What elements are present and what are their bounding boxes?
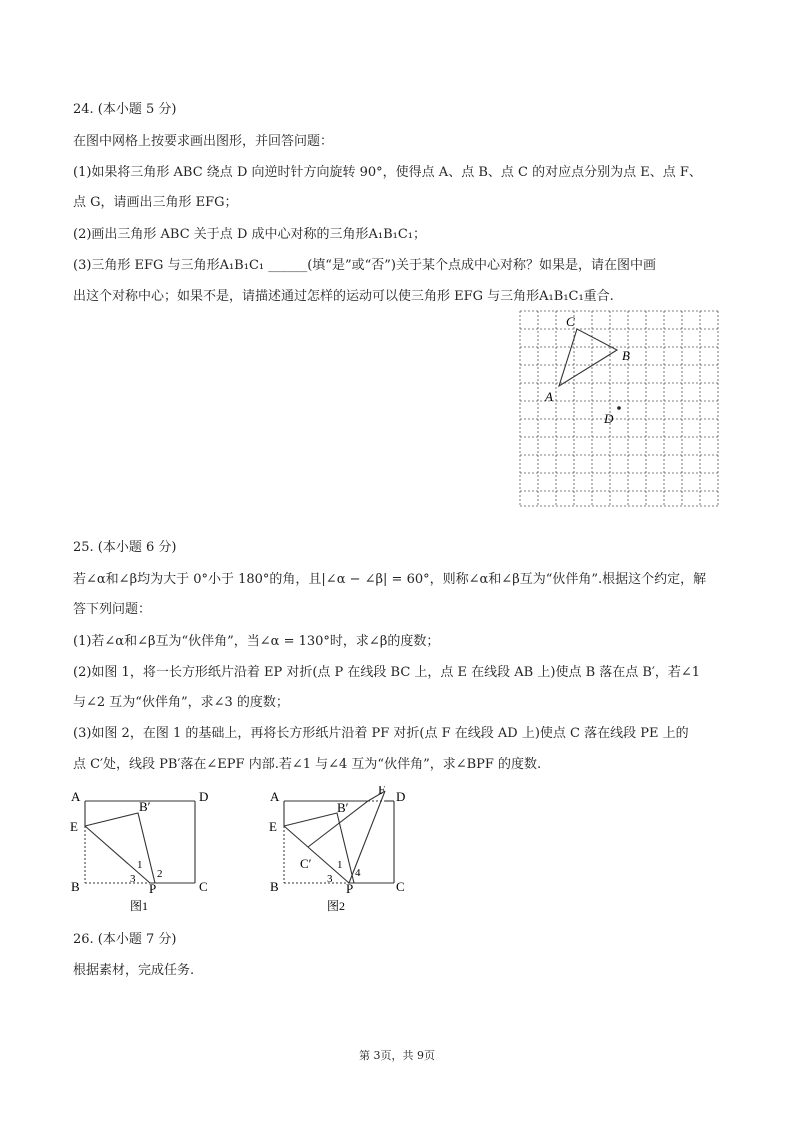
triangle-abc (559, 329, 617, 386)
q25-part2-line1: (2)如图 1，将一长方形纸片沿着 EP 对折(点 P 在线段 BC 上，点 E 在线段 AB 上)使点 B 落在点 B′，若∠1 (73, 665, 701, 680)
fig1-label-p: P (149, 881, 157, 896)
label-a: A (545, 389, 553, 404)
q24-intro: 在图中网格上按要求画出图形，并回答问题： (73, 134, 334, 149)
fig2-label-c-prime: C′ (300, 856, 312, 871)
q25-definition-line2: 答下列问题： (73, 602, 152, 617)
q25-part3-line2: 点 C′处，线段 PB′落在∠EPF 内部.若∠1 与∠4 互为“伙伴角”，求∠BPF 的度数. (73, 757, 542, 772)
fig1-label-b-prime: B′ (139, 799, 151, 814)
q25-figure2 (265, 786, 425, 916)
q25-figure1 (66, 786, 216, 916)
q25-definition-line1: 若∠α和∠β均为大于 0°小于 180°的角，且|∠α − ∠β| = 60°，则称∠α和∠β互为“伙伴角”.根据这个约定，解 (73, 572, 707, 587)
label-b: B (622, 348, 630, 363)
fig2-label-d: D (396, 789, 406, 804)
q26-intro: 根据素材，完成任务. (73, 963, 195, 978)
fig2-label-f: F (378, 786, 386, 797)
fig2-label-b: B (270, 879, 279, 894)
fig2-label-b-prime: B′ (337, 800, 349, 815)
fig2-label-e: E (269, 819, 277, 834)
fig2-label-c: C (396, 879, 405, 894)
fig1-angle-2: 2 (157, 868, 163, 880)
q25-part1: (1)若∠α和∠β互为“伙伴角”，当∠α = 130°时，求∠β的度数； (73, 634, 440, 649)
fig1-caption: 图1 (130, 899, 149, 913)
q24-header: 24. (本小题 5 分) (73, 102, 177, 117)
fig1-label-d: D (199, 789, 209, 804)
q25-part2-line2: 与∠2 互为“伙伴角”，求∠3 的度数； (73, 695, 289, 710)
q24-part3-line2: 出这个对称中心；如果不是，请描述通过怎样的运动可以使三角形 EFG 与三角形A₁B₁C₁重合. (73, 289, 614, 304)
fig2-angle-4: 4 (355, 867, 361, 879)
q24-grid-figure (515, 306, 723, 510)
q24-part3-line1: (3)三角形 EFG 与三角形A₁B₁C₁ ______(填“是”或“否”)关于某个点成中心对称？如果是，请在图中画 (73, 258, 656, 273)
fig1-angle-1: 1 (137, 859, 143, 871)
label-d: D (604, 411, 614, 426)
fig2-angle-3: 3 (327, 873, 333, 885)
fig2-caption: 图2 (327, 899, 346, 913)
point-d (617, 406, 621, 410)
fig2-label-p: P (346, 881, 354, 896)
q24-part1-line1: (1)如果将三角形 ABC 绕点 D 向逆时针方向旋转 90°，使得点 A、点 B、点 C 的对应点分别为点 E、点 F、 (73, 165, 702, 180)
fig2-label-a: A (270, 789, 280, 804)
fig1-label-c: C (199, 879, 208, 894)
fig1-label-e: E (70, 819, 78, 834)
fig1-label-b: B (71, 879, 80, 894)
q25-header: 25. (本小题 6 分) (73, 540, 177, 555)
q24-part1-line2: 点 G，请画出三角形 EFG； (73, 195, 238, 210)
fig2-angle-1: 1 (337, 859, 343, 871)
fig1-angle-3: 3 (130, 873, 136, 885)
q26-header: 26. (本小题 7 分) (73, 932, 177, 947)
label-c: C (566, 314, 575, 329)
page-footer: 第 3页，共 9页 (359, 1049, 435, 1062)
q24-part2: (2)画出三角形 ABC 关于点 D 成中心对称的三角形A₁B₁C₁； (73, 227, 427, 242)
q25-part3-line1: (3)如图 2，在图 1 的基础上，再将长方形纸片沿着 PF 对折(点 F 在线段 AD 上)使点 C 落在线段 PE 上的 (73, 726, 689, 741)
fig1-label-a: A (71, 789, 81, 804)
